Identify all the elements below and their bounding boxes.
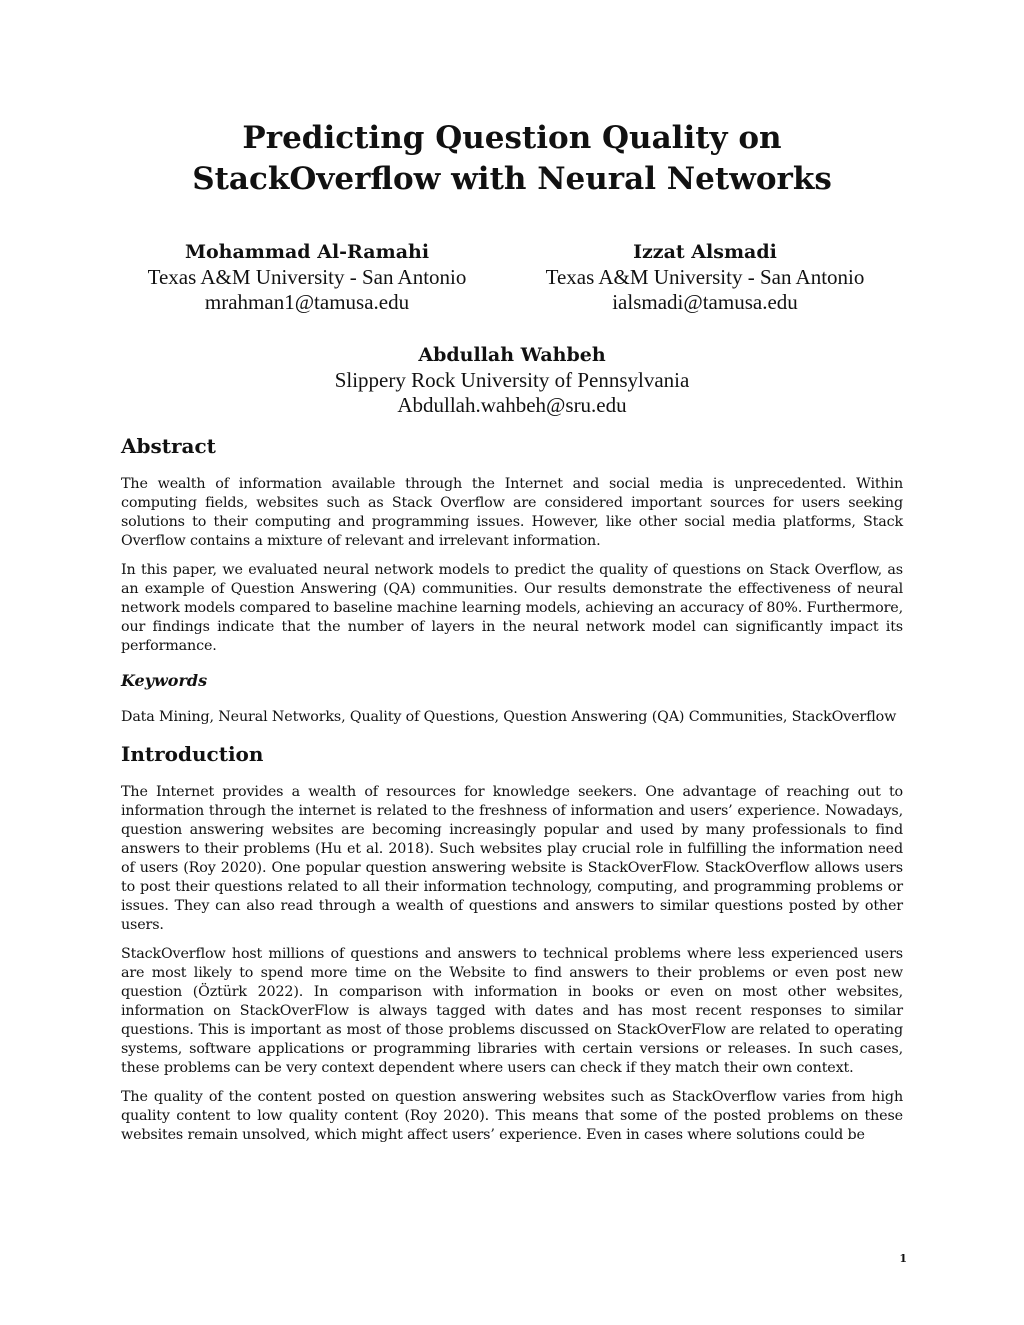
abstract-paragraph-1: The wealth of information available through the Internet and social media is unprecedented. Within computing fields, websites such as Stack Overflow are considered important sources for users seeking solutions to their computing and programming issues. However, like other social media platforms, Stack Overflow contains a mixture of relevant and irrelevant information. (121, 476, 903, 549)
abstract-paragraph-2: In this paper, we evaluated neural network models to predict the quality of questions on Stack Overflow, as an example of Question Answering (QA) communities. Our results demonstrate the effectiveness of neural network models compared to baseline machine learning models, achieving an accuracy of 80%. Furthermore, our findings indicate that the number of layers in the neural network model can significantly impact its performance. (121, 562, 903, 654)
author-affiliation: Slippery Rock University of Pennsylvania (334, 368, 690, 392)
keywords-heading: Keywords (121, 671, 208, 690)
author-name: Abdullah Wahbeh (418, 344, 606, 366)
page-number: 1 (899, 1252, 907, 1265)
introduction-paragraph-1: The Internet provides a wealth of resources for knowledge seekers. One advantage of reaching out to information through the internet is related to the freshness of information and users’ experience. Nowadays, question answering websites are becoming increasingly popular and used by many professionals to find answers to their problems (Hu et al. 2018). Such websites play crucial role in fulfilling the information need of users (Roy 2020). One popular question answering website is StackOverFlow. StackOverflow allows users to post their questions related to all their information technology, computing, and programming problems or issues. They can also read through a wealth of questions and answers to similar questions posted by other users. (121, 784, 903, 933)
author-email: Abdullah.wahbeh@sru.edu (397, 393, 627, 417)
title-line-2: StackOverflow with Neural Networks (192, 161, 832, 197)
keywords-text: Data Mining, Neural Networks, Quality of Questions, Question Answering (QA) Communities, StackOverflow (121, 709, 897, 725)
paper-title (0, 118, 1024, 200)
author-name: Izzat Alsmadi (633, 241, 777, 263)
author-block-3 (262, 343, 762, 418)
author-affiliation: Texas A&M University - San Antonio (147, 265, 467, 289)
body-column (121, 433, 903, 1145)
author-block-1 (112, 240, 502, 315)
introduction-heading: Introduction (121, 742, 264, 766)
abstract-heading: Abstract (121, 434, 216, 458)
introduction-paragraph-2: StackOverflow host millions of questions and answers to technical problems where less experienced users are most likely to spend more time on the Website to find answers to their problems or even post new question (Öztürk 2022). In comparison with information in books or even on most other websites, information on StackOverFlow is always tagged with dates and has most recent responses to similar questions. This is important as most of those problems discussed on StackOverFlow are related to operating systems, software applications or programming libraries with certain versions or releases. In such cases, these problems can be very context dependent where users can check if they match their own context. (121, 946, 903, 1076)
author-email: mrahman1@tamusa.edu (204, 290, 410, 314)
author-block-2 (510, 240, 900, 315)
title-line-1: Predicting Question Quality on (242, 120, 782, 156)
author-email: ialsmadi@tamusa.edu (612, 290, 798, 314)
author-affiliation: Texas A&M University - San Antonio (545, 265, 865, 289)
introduction-paragraph-3: The quality of the content posted on question answering websites such as StackOverflow varies from high quality content to low quality content (Roy 2020). This means that some of the posted problems on these websites remain unsolved, which might affect users’ experience. Even in cases where solutions could be (121, 1089, 903, 1143)
author-name: Mohammad Al-Ramahi (184, 241, 430, 263)
